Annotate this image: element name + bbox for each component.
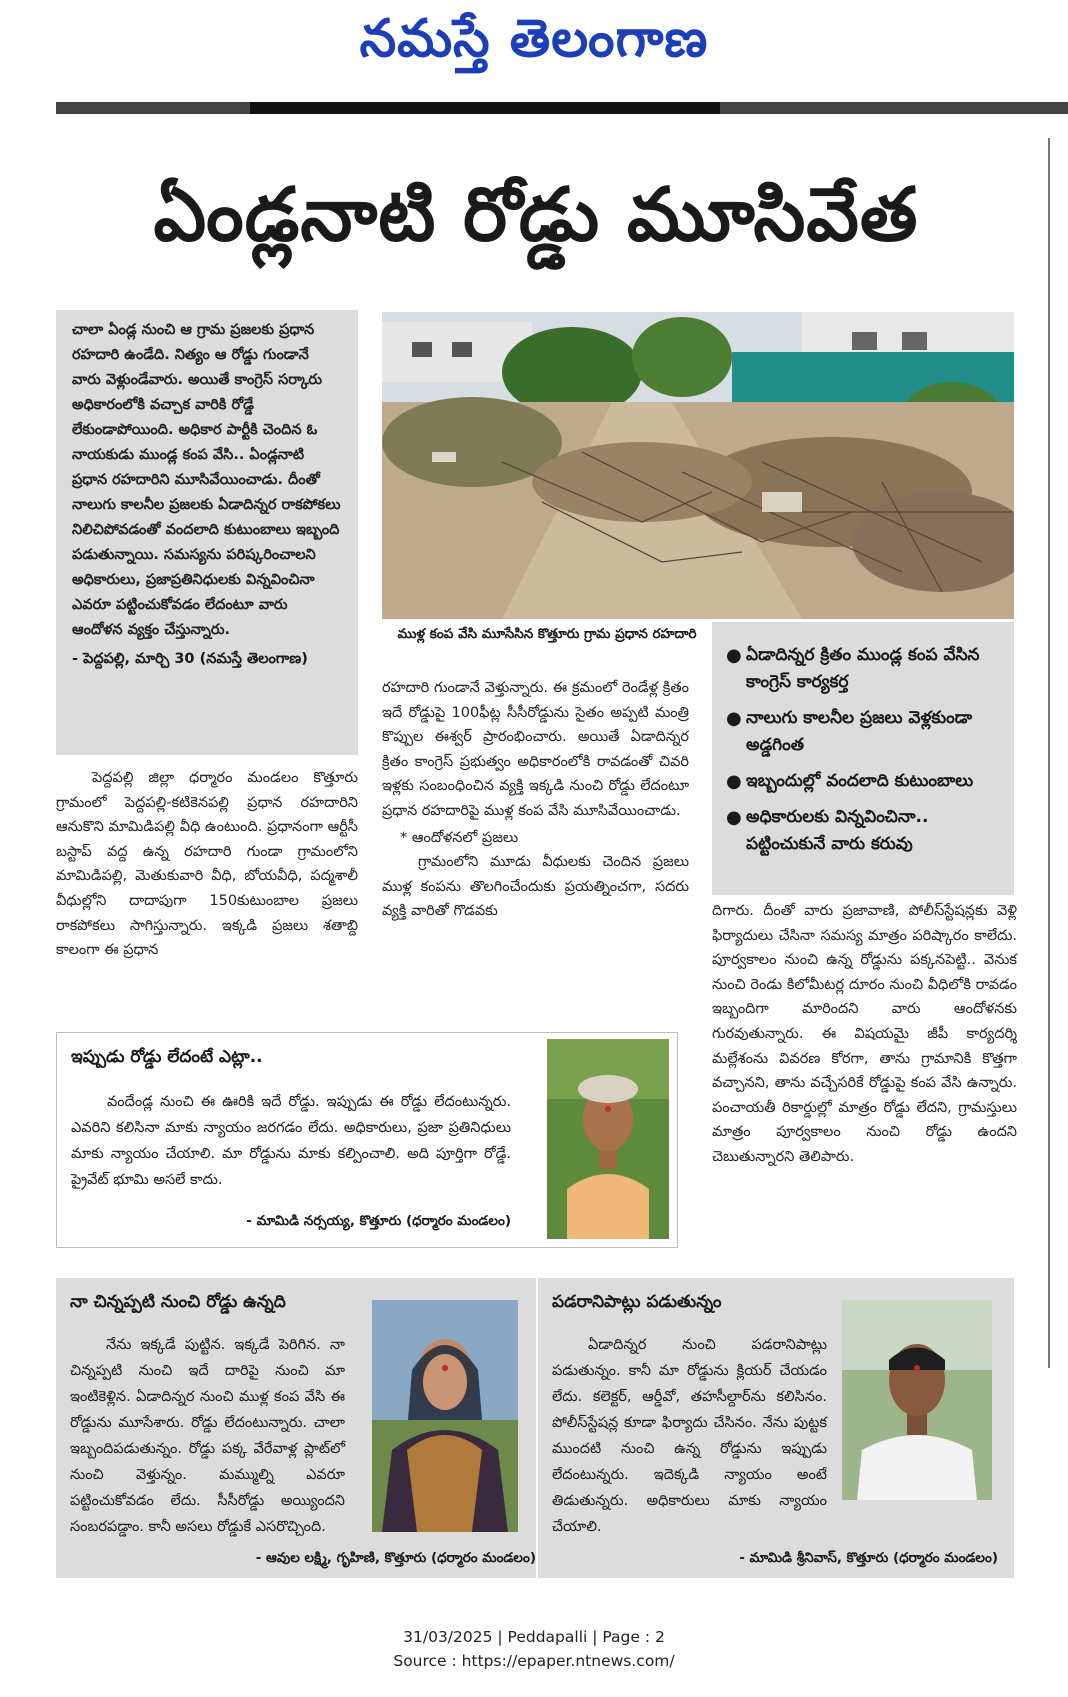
portrait-photo — [372, 1300, 518, 1532]
intro-text: చాలా ఏండ్ల నుంచి ఆ గ్రామ ప్రజలకు ప్రధాన రహదారి ఉండేది. నిత్యం ఆ రోడ్డు గుండానే వారు వెళ్లుండేవారు. అయితే కాంగ్రెస్ సర్కారు అధికారంలోకి వచ్చాక వారికి రోడ్డే లేకుండాపోయింది. అధికార పార్టీకి చెందిన ఓ నాయకుడు ముండ్ల కంప వేసి.. ఏండ్లనాటి ప్రధాన రహదారిని మూసివేయించాడు. దీంతో నాలుగు కాలనీల ప్రజలకు ఏడాదిన్నర రాకపోకలు నిలిచిపోవడంతో వందలాది కుటుంబాలు ఇబ్బంది పడుతున్నాయి. సమస్యను పరిష్కరించాలని అధికారులు, ప్రజాప్రతినిధులకు విన్నవించినా ఎవరూ పట్టించుకోవడం లేదంటూ వారు ఆందోళన వ్యక్తం చేస్తున్నారు. — [72, 322, 341, 638]
bullet-icon: ● — [726, 708, 742, 729]
highlight-item: ● ఇబ్బందుల్లో వందలాది కుటుంబాలు — [724, 768, 1004, 795]
quote-title: ఇప్పుడు రోడ్డు లేదంటే ఎట్లా.. — [71, 1047, 263, 1067]
road-blocked-photo — [382, 312, 1014, 619]
highlights-box — [712, 622, 1014, 895]
bullet-icon: ● — [726, 807, 742, 828]
quote-signature: - మామిడి నర్సయ్య, కొత్తూరు (ధర్మారం మండలం) — [246, 1213, 511, 1229]
quote-text: వందేండ్ల నుంచి ఈ ఊరికి ఇదే రోడ్డు. ఇప్పుడు ఈ రోడ్డు లేదంటున్నరు. ఎవరిని కలిసినా మాకు న్యాయం జరగడం లేదు. అధికారులు, ప్రజా ప్రతినిధులు మాకు న్యాయం చేయాలి. మా రోడ్డును మాకు కల్పించాలి. అది పూర్తిగా రోడ్డే. ప్రైవేట్ భూమి అసలే కాదు. — [71, 1094, 511, 1188]
article-column-left: పెద్దపల్లి జిల్లా ధర్మారం మండలం కొత్తూరు గ్రామంలో పెద్దపల్లి-కటికెనపల్లి ప్రధాన రహదారిని ఆనుకొని మామిడిపల్లి వీధి ఉంటుంది. ప్రధానంగా ఆర్టీసీ బస్టాప్ వద్ద ఉన్న రహదారి గుండా గ్రామంలోని మామిడిపల్లి, మెతుకువారి వీధి, బోయవీధి, పద్మశాలీ వీధుల్లోని దాదాపుగా 150కుటుంబాల ప్రజలు రాకపోకలు సాగిస్తున్నారు. ఇక్కడి ప్రజలు శతాబ్ది కాలంగా ఈ ప్రధాన — [56, 770, 358, 959]
highlight-item: ● ఏడాదిన్నర క్రితం ముండ్ల కంప వేసిన కాంగ్రెస్ కార్యకర్త — [724, 642, 1004, 696]
bottom-quotes-band — [56, 1278, 1014, 1578]
article-column-middle — [382, 676, 689, 924]
newspaper-logo: నమస్తే తెలంగాణ — [359, 8, 709, 69]
quote-title: పడరానిపాట్లు పడుతున్నం — [552, 1292, 722, 1312]
quote-text: ఏడాదిన్నర నుంచి పడరానిపాట్లు పడుతున్నం. కానీ మా రోడ్డును క్లియర్ చేయడం లేదు. కలెక్టర్, ఆర్డీవో, తహసీల్దార్‌ను కలిసినం. పోలీస్‌స్టేషన్ల కూడా ఫిర్యాదు చేసినం. నేను పుట్టక ముందటి నుంచి ఉన్న రోడ్డును ఇప్పుడు లేదంటున్నరు. ఇదెక్కడి న్యాయం అంటే తిడుతున్నరు. అధికారులు మాకు న్యాయం చేయాలి. — [552, 1337, 827, 1535]
band-divider — [536, 1278, 538, 1578]
masthead — [0, 0, 1068, 100]
column-divider — [1048, 138, 1050, 1368]
intro-dateline: - పెద్దపల్లి, మార్చి 30 (నమస్తే తెలంగాణ) — [72, 651, 308, 667]
intro-box — [56, 310, 358, 755]
page-headline: ఏండ్లనాటి రోడ్డు మూసివేత — [153, 172, 919, 258]
photo-caption: ముళ్ల కంప వేసి మూసేసిన కొత్తూరు గ్రామ ప్రధాన రహదారి — [397, 626, 697, 642]
article-column-right: దిగారు. దీంతో వారు ప్రజావాణి, పోలీస్‌స్టేషన్లకు వెళ్లి ఫిర్యాదులు చేసినా సమస్య మాత్రం పరిష్కారం కాలేదు. పూర్వకాలం నుంచి ఉన్న రోడ్డును పక్కనపెట్టి.. వెనుక నుంచి రెండు కిలోమీటర్ల దూరం నుంచి వీధిలోకి రావడం ఇబ్బందిగా మారిందని వారు ఆందోళనకు గురవుతున్నారు. ఈ విషయమై జీపీ కార్యదర్శి మల్లేశంను వివరణ కోరగా, తాను గ్రామానికి కొత్తగా వచ్చానని, తాను వచ్చేసరికే రోడ్డుపై కంప వేసి ఉన్నారు. పంచాయతీ రికార్డుల్లో మాత్రం రోడ్డు లేదని, గ్రామస్తులు మాత్రం పూర్వకాలం నుంచి రోడ్డు ఉందని చెబుతున్నారని తెలిపారు. — [712, 903, 1017, 1165]
bullet-icon: ● — [726, 645, 742, 666]
highlight-item: ● నాలుగు కాలనీల ప్రజలు వెళ్లకుండా అడ్డగింత — [724, 705, 1004, 759]
article-subhead: * ఆందోళనలో ప్రజలు — [400, 829, 519, 846]
footer-source-link[interactable]: Source : https://epaper.ntnews.com/ — [393, 1652, 675, 1670]
footer-date-line: 31/03/2025 | Peddapalli | Page : 2 — [403, 1628, 665, 1646]
bullet-icon: ● — [726, 771, 742, 792]
highlight-item: ● అధికారులకు విన్నవించినా.. పట్టించుకునే వారు కరువు — [724, 804, 1004, 858]
article-paragraph: గ్రామంలోని మూడు వీధులకు చెందిన ప్రజలు ముళ్ల కంపను తొలగించేందుకు ప్రయత్నించగా, సదరు వ్యక్తి వారితో గొడవకు — [382, 854, 689, 920]
quote-signature: - మామిడి శ్రీనివాస్, కొత్తూరు (ధర్మారం మండలం) — [739, 1550, 998, 1566]
quote-box-narsaiah — [56, 1032, 678, 1248]
quote-text: నేను ఇక్కడే పుట్టిన. ఇక్కడే పెరిగిన. నా చిన్నప్పటి నుంచి ఇదే దారిపై నుంచి మా ఇంటికెళ్లిన. ఏడాదిన్నర నుంచి ముళ్ల కంప వేసి ఈ రోడ్డును మూసేశారు. రోడ్డు లేదంటున్నారు. చాలా ఇబ్బందిపడుతున్నం. రోడ్డు పక్క వేరేవాళ్ల ప్లాట్‌లో నుంచి వెళ్తున్నం. మమ్ముల్ని ఎవరూ పట్టించుకోవడం లేదు. సీసీరోడ్డు అయ్యిందని సంబరపడ్డాం. కానీ అసలు రోడ్డుకే ఎసరొచ్చింది. — [70, 1337, 345, 1535]
article-paragraph: రహదారి గుండానే వెళ్తున్నారు. ఈ క్రమంలో రెండేళ్ల క్రితం ఇదే రోడ్డుపై 100ఫీట్ల సీసీరోడ్డును సైతం అప్పటి మంత్రి కొప్పుల ఈశ్వర్ ప్రారంభించారు. అయితే ఏడాదిన్నర క్రితం కాంగ్రెస్ ప్రభుత్వం అధికారంలోకి రావడంతో చివరి ఇళ్లకు సంబంధించిన వ్యక్తి ఇక్కడి నుంచి రోడ్డు లేదంటూ ప్రధాన రహదారిపై ముళ్ల కంప వేసి మూసివేయించాడు. — [382, 680, 689, 819]
masthead-rule-accent — [250, 102, 720, 114]
quote-signature: - ఆవుల లక్ష్మి, గృహిణి, కొత్తూరు (ధర్మారం మండలం) — [255, 1550, 536, 1566]
portrait-photo — [547, 1039, 669, 1239]
quote-title: నా చిన్నప్పటి నుంచి రోడ్డు ఉన్నది — [70, 1292, 286, 1312]
portrait-photo — [842, 1300, 992, 1500]
